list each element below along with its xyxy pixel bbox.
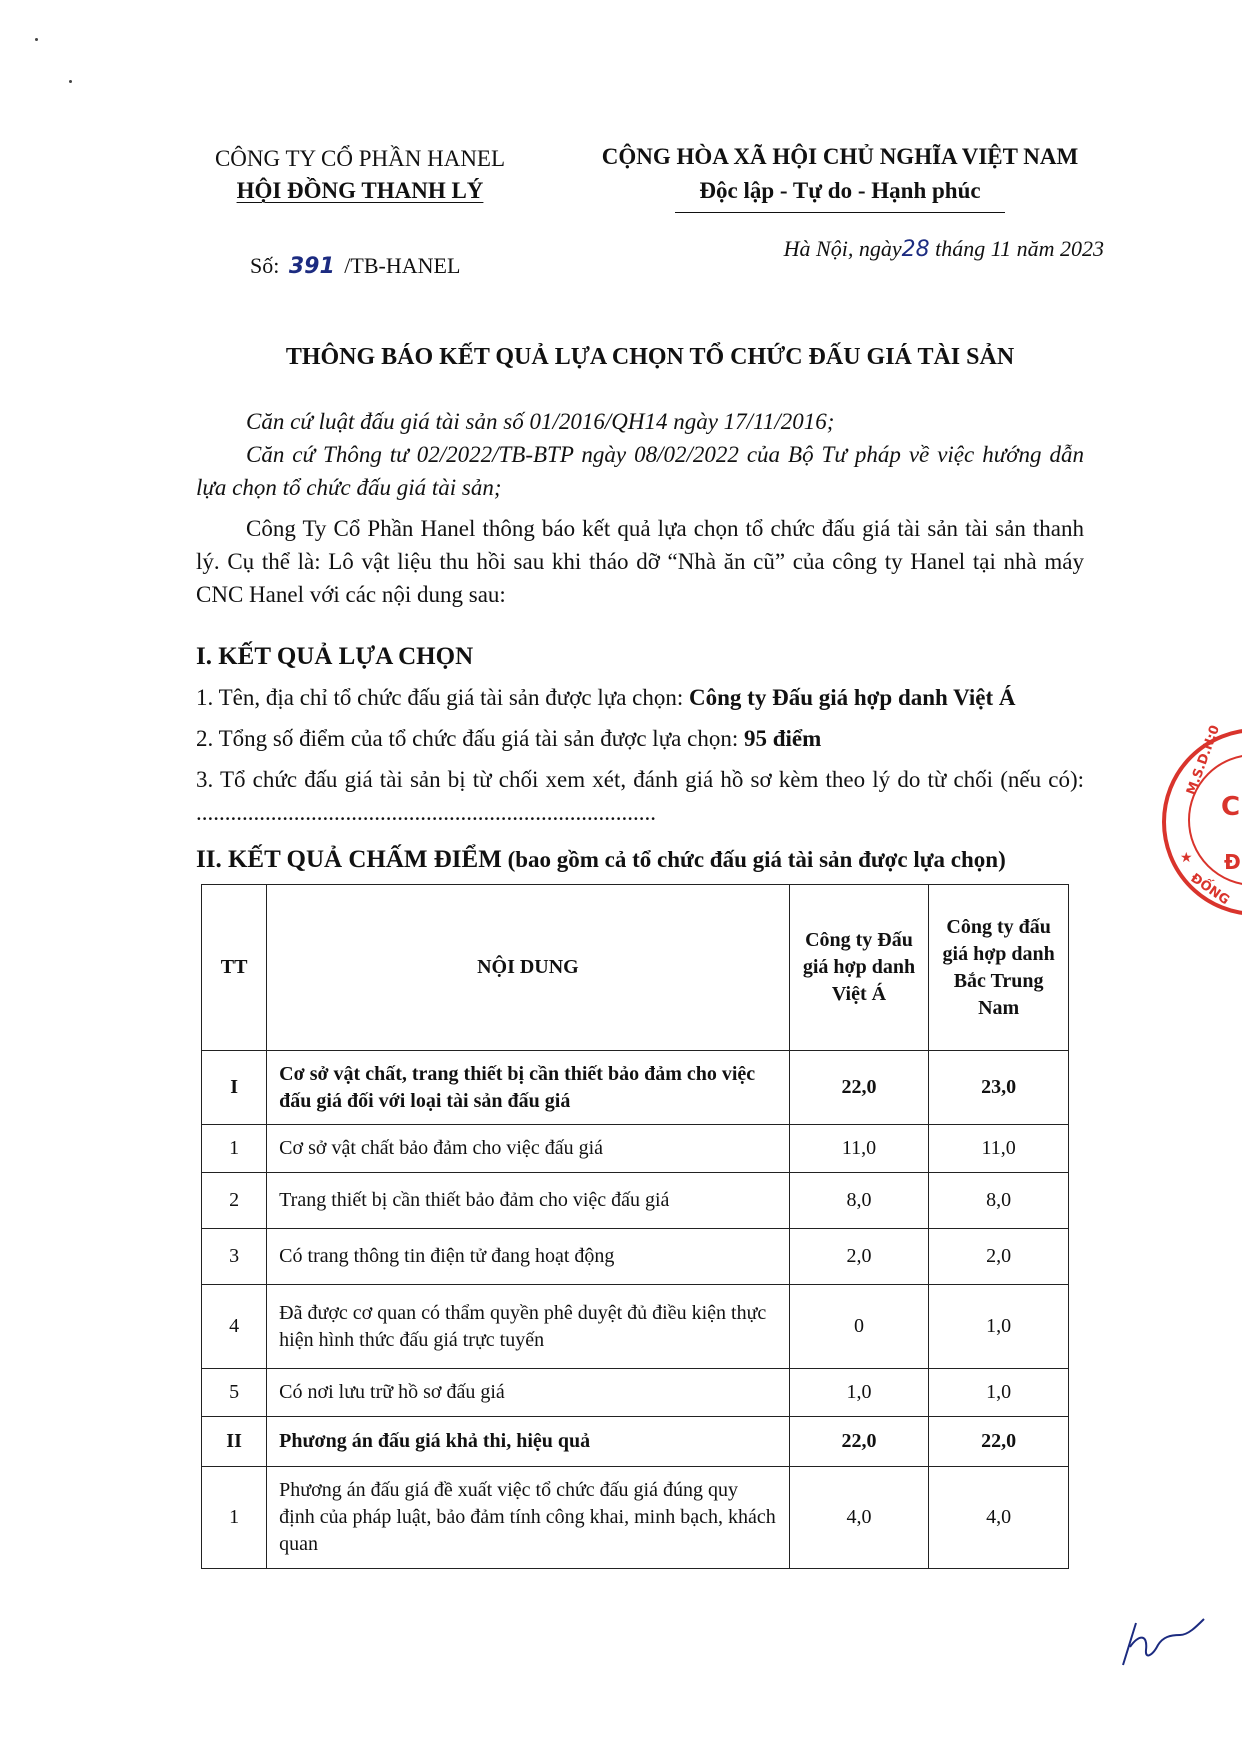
- stamp-star-icon: ★: [1180, 850, 1193, 866]
- section-1-item-3: 3. Tổ chức đấu giá tài sản bị từ chối xem xét, đánh giá hồ sơ kèm theo lý do từ chối (nếu có): ................................................................................: [196, 767, 1084, 825]
- intro-paragraph: Công Ty Cổ Phần Hanel thông báo kết quả lựa chọn tổ chức đấu giá tài sản tài sản thanh lý. Cụ thể là: Lô vật liệu thu hồi sau khi tháo dỡ “Nhà ăn cũ” của công ty Hanel tại nhà máy CNC Hanel với các nội dung sau:: [196, 516, 1084, 607]
- section-1-heading: I. KẾT QUẢ LỰA CHỌN: [196, 643, 474, 670]
- table-row: 4 Đã được cơ quan có thẩm quyền phê duyệt đủ điều kiện thực hiện hình thức đấu giá trực tuyến 0 1,0: [202, 1285, 1069, 1369]
- company-name: CÔNG TY CỔ PHẦN HANEL: [214, 146, 506, 171]
- table-row: 3 Có trang thông tin điện tử đang hoạt động 2,0 2,0: [202, 1229, 1069, 1285]
- stamp-text: ĐỐNG: [1187, 870, 1232, 909]
- table-row: 5 Có nơi lưu trữ hồ sơ đấu giá 1,0 1,0: [202, 1369, 1069, 1417]
- stamp-text: Đ: [1224, 850, 1241, 874]
- place-date: Hà Nội, ngày28 tháng 11 năm 2023: [783, 236, 1104, 262]
- header-org-1: Công ty Đấu giá hợp danh Việt Á: [789, 885, 929, 1051]
- council-name: HỘI ĐỒNG THANH LÝ: [236, 178, 484, 203]
- table-row: 1 Phương án đấu giá đề xuất việc tổ chức đấu giá đúng quy định của pháp luật, bảo đảm tính công khai, minh bạch, khách quan 4,0 4,0: [202, 1467, 1069, 1569]
- table-row: 1 Cơ sở vật chất bảo đảm cho việc đấu giá 11,0 11,0: [202, 1125, 1069, 1173]
- company-stamp: [1162, 723, 1242, 916]
- table-row: 2 Trang thiết bị cần thiết bảo đảm cho việc đấu giá 8,0 8,0: [202, 1173, 1069, 1229]
- section-2: [196, 843, 1084, 876]
- motto-underline: [675, 212, 1005, 213]
- national-motto: Độc lập - Tự do - Hạnh phúc: [699, 178, 981, 203]
- table-row: I Cơ sở vật chất, trang thiết bị cần thiết bảo đảm cho việc đấu giá đối với loại tài sản đấu giá 22,0 23,0: [202, 1051, 1069, 1125]
- header-tt: TT: [202, 885, 267, 1051]
- header-left: [190, 143, 530, 207]
- stamp-text: C: [1221, 792, 1241, 822]
- score-table: [201, 884, 1069, 1569]
- section-1: [196, 640, 1084, 829]
- table-row: II Phương án đấu giá khả thi, hiệu quả 22,0 22,0: [202, 1417, 1069, 1467]
- country-name: CỘNG HÒA XÃ HỘI CHỦ NGHĨA VIỆT NAM: [601, 144, 1079, 169]
- section-1-item-2: 2. Tổng số điểm của tổ chức đấu giá tài sản được lựa chọn: 95 điểm: [196, 726, 822, 751]
- handwritten-day: 28: [901, 237, 930, 262]
- document-number: Số: 391 /TB-HANEL: [250, 253, 461, 279]
- signature-initials: [1118, 1605, 1208, 1675]
- table-header-row: [202, 885, 1069, 1051]
- header-org-2: Công ty đấu giá hợp danh Bắc Trung Nam: [929, 885, 1069, 1051]
- legal-basis: [196, 405, 1084, 611]
- section-2-heading: II. KẾT QUẢ CHẤM ĐIỂM (bao gồm cả tổ chức đấu giá tài sản được lựa chọn): [196, 846, 1006, 873]
- header-right: [560, 140, 1120, 213]
- handwritten-number: 391: [288, 254, 335, 279]
- section-1-item-1: 1. Tên, địa chỉ tổ chức đấu giá tài sản được lựa chọn: Công ty Đấu giá hợp danh Việt Á: [196, 685, 1016, 710]
- document-title: THÔNG BÁO KẾT QUẢ LỰA CHỌN TỔ CHỨC ĐẤU GIÁ TÀI SẢN: [285, 344, 1015, 370]
- stamp-text: M.S.D.N:0: [1184, 723, 1224, 798]
- basis-line: Căn cứ Thông tư 02/2022/TB-BTP ngày 08/02/2022 của Bộ Tư pháp về việc hướng dẫn lựa chọn tổ chức đấu giá tài sản;: [196, 442, 1084, 500]
- basis-line: Căn cứ luật đấu giá tài sản số 01/2016/QH14 ngày 17/11/2016;: [246, 409, 835, 434]
- header-content: NỘI DUNG: [267, 885, 789, 1051]
